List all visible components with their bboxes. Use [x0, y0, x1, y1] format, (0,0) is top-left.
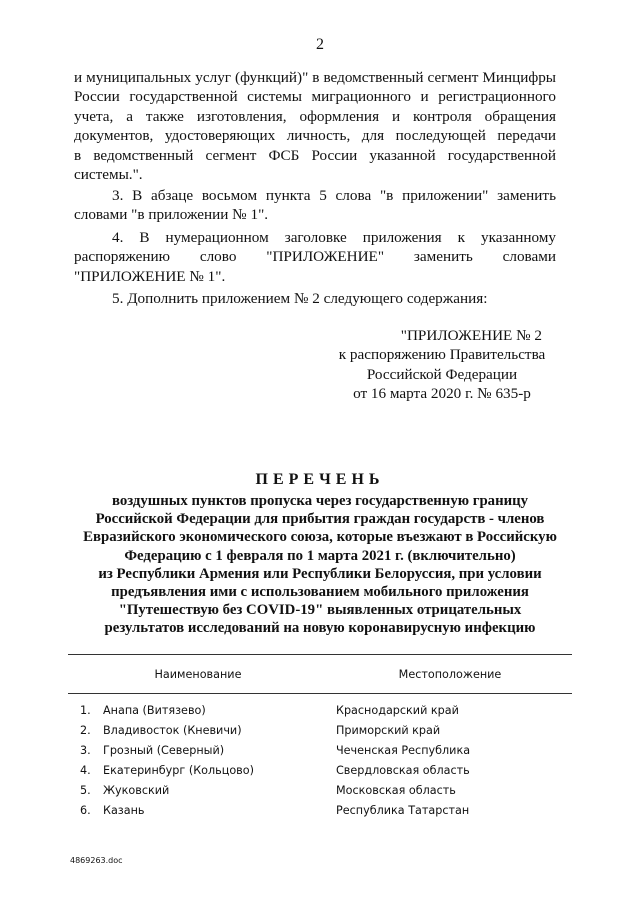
table-row: [68, 704, 572, 720]
text-line: "ПРИЛОЖЕНИЕ № 1".: [74, 267, 226, 285]
text-line: документов, удостоверяющих личность, для последующей передачи: [74, 127, 556, 145]
table-row: [68, 764, 572, 780]
subtitle-line: "Путешествую без COVID-19" выявленных отрицательных: [118, 602, 522, 619]
table-row: [68, 724, 572, 740]
appendix-title: "ПРИЛОЖЕНИЕ № 2: [400, 327, 542, 344]
row-number: 1.: [80, 704, 91, 717]
subtitle-line: Российской Федерации для прибытия граждан государств - членов: [95, 511, 545, 528]
row-location: Чеченская Республика: [336, 744, 471, 757]
item-3-paragraph: [74, 186, 556, 225]
row-number: 3.: [80, 744, 91, 757]
row-airport: Анапа (Витязево): [103, 704, 206, 717]
appendix-line: Российской Федерации: [366, 365, 518, 383]
subtitle-line: результатов исследований на новую коронавирусную инфекцию: [104, 620, 536, 637]
text-line: и муниципальных услуг (функций)" в ведомственный сегмент Минцифры: [74, 69, 556, 86]
appendix-header: [330, 326, 554, 404]
row-airport: Жуковский: [103, 784, 170, 797]
airports-table: [68, 654, 572, 817]
row-location: Краснодарский край: [336, 704, 459, 717]
text-line: России государственной системы миграционного и регистрационного: [74, 88, 556, 106]
text-line: 5. Дополнить приложением № 2 следующего содержания:: [112, 290, 488, 307]
paragraph-continuation: [74, 68, 556, 184]
item-4-paragraph: [74, 228, 556, 286]
appendix-line: к распоряжению Правительства: [338, 346, 546, 364]
table-header: [68, 655, 572, 693]
subtitle-line: Федерацию с 1 февраля по 1 марта 2021 г. (включительно): [124, 547, 516, 564]
table-header-rule: [68, 693, 572, 694]
subtitle-line: воздушных пунктов пропуска через государственную границу: [111, 493, 529, 509]
list-title: ПЕРЕЧЕНЬ: [255, 471, 385, 488]
file-name-footer: 4869263.doc: [70, 856, 123, 865]
text-line: распоряжению слово "ПРИЛОЖЕНИЕ" заменить словами: [74, 248, 556, 266]
row-location: Московская область: [336, 784, 456, 797]
table-row: [68, 804, 572, 820]
text-line: учета, а также изготовления, оформления и контроля обращения: [74, 107, 556, 125]
row-location: Свердловская область: [336, 764, 470, 777]
list-subtitle: [40, 492, 600, 638]
row-airport: Грозный (Северный): [103, 744, 225, 757]
text-line: в ведомственный сегмент ФСБ России указанной государственной: [74, 146, 556, 164]
row-location: Республика Татарстан: [336, 804, 470, 817]
header-location: Местоположение: [398, 667, 502, 681]
row-number: 5.: [80, 784, 91, 797]
table-row: [68, 784, 572, 800]
text-line: словами "в приложении № 1".: [74, 206, 269, 224]
row-number: 2.: [80, 724, 91, 737]
row-airport: Екатеринбург (Кольцово): [103, 764, 254, 777]
text-line: 4. В нумерационном заголовке приложения к указанному: [112, 229, 556, 246]
row-number: 4.: [80, 764, 91, 777]
subtitle-line: из Республики Армения или Республики Белоруссия, при условии: [98, 565, 542, 582]
text-line: системы.".: [74, 166, 143, 184]
item-5-paragraph: [74, 289, 556, 308]
text-line: 3. В абзаце восьмом пункта 5 слова "в приложении" заменить: [112, 187, 556, 204]
row-airport: Владивосток (Кневичи): [103, 724, 242, 737]
subtitle-line: Евразийского экономического союза, которые въезжают в Российскую: [83, 529, 557, 546]
header-name: Наименование: [154, 667, 242, 681]
row-location: Приморский край: [336, 724, 441, 737]
appendix-date: от 16 марта 2020 г. № 635-р: [353, 385, 531, 403]
row-airport: Казань: [103, 804, 145, 817]
subtitle-line: предъявления ими с использованием мобильного приложения: [111, 584, 529, 601]
page-number: 2: [316, 36, 324, 53]
row-number: 6.: [80, 804, 91, 817]
table-row: [68, 744, 572, 760]
